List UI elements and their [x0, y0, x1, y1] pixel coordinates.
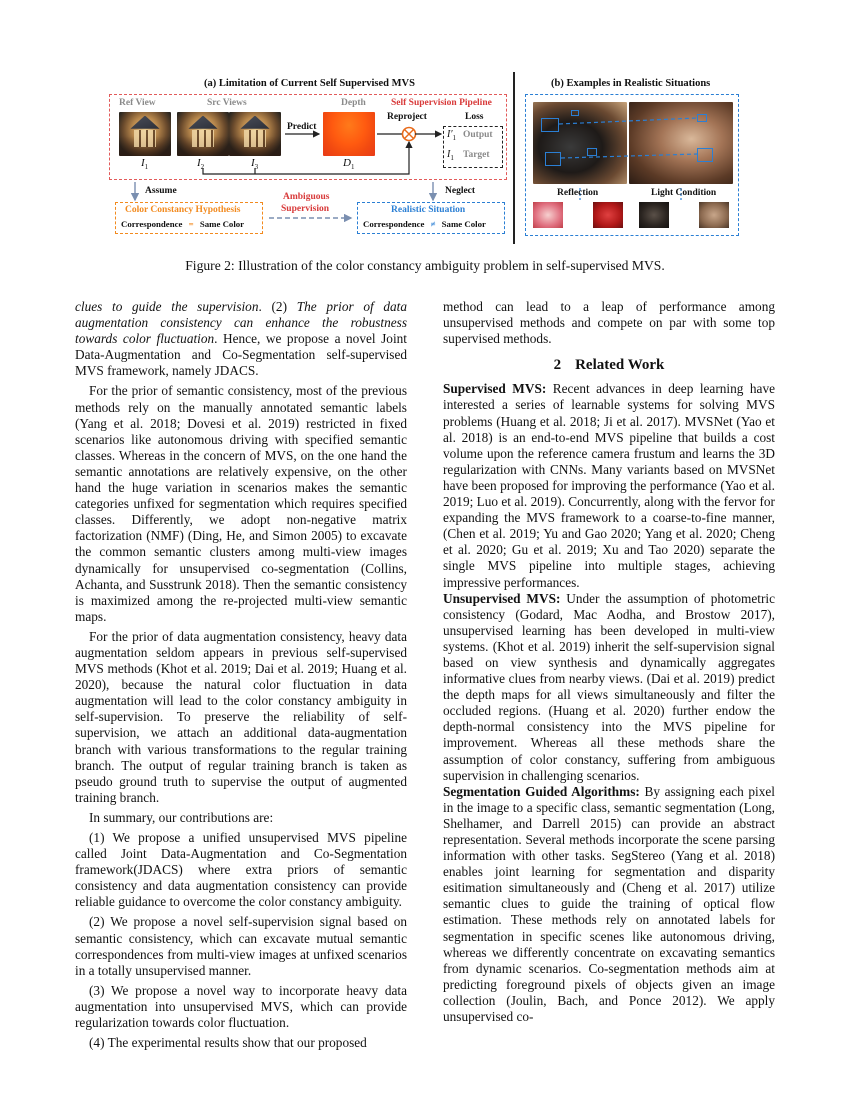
reflection-patch-2 — [593, 202, 623, 228]
light-patch-1 — [639, 202, 669, 228]
target-label: Target — [463, 150, 490, 160]
i1-prime-label: $I'_1$ — [447, 129, 457, 142]
left-paragraph-4: In summary, our contributions are: — [89, 809, 274, 825]
rs-correspondence-label: Correspondence ≠ Same Color — [363, 219, 486, 229]
i1-target-label: $I_1$ — [447, 149, 454, 162]
panel-a-title: (a) Limitation of Current Self Supervised MVS — [204, 78, 415, 89]
figure-caption: Figure 2: Illustration of the color constancy ambiguity problem in self-supervised MVS. — [185, 258, 665, 273]
reproject-label: Reproject — [387, 112, 427, 122]
reflection-patch-1 — [533, 202, 563, 228]
left-paragraph-1: clues to guide the supervision. (2) The prior of data augmentation consistency can enhance the robustness towards color fluctuation. Hence, we propose a novel Joint Data-Augmentation and Co-Segmentation self-supervised MVS framework, namely JDACS. — [75, 299, 407, 379]
assume-label: Assume — [145, 186, 177, 196]
contribution-2: (2) We propose a novel self-supervision signal based on semantic consistency, which can excavate mutual semantic correspondences from multi-view images at unfixed scenarios in a totally unsupervised manner. — [75, 914, 407, 978]
i2-label: $I_2$ — [197, 157, 205, 172]
realistic-situation-label: Realistic Situation — [391, 205, 466, 215]
supervision-label: Supervision — [281, 204, 330, 214]
light-condition-label: Light Condition — [651, 188, 717, 198]
figure-2 — [105, 72, 745, 244]
right-paragraph-0: method can lead to a leap of performance among unsupervised methods and compete on par with some top supervised methods. — [443, 299, 775, 347]
src-views-label: Src Views — [207, 98, 247, 108]
section-heading: 2 Related Work — [553, 357, 665, 374]
pipeline-label: Self Supervision Pipeline — [391, 98, 492, 108]
ambiguous-label: Ambiguous — [283, 192, 330, 202]
left-column — [75, 299, 407, 1051]
loss-label: Loss — [465, 112, 484, 122]
segmentation-paragraph: Segmentation Guided Algorithms: By assigning each pixel in the image to a specific class, semantic segmentation (Long, Shelhamer, and Darrell 2015) can provide an abstract representation. Several methods incorporate the scene parsing information with other tasks. SegStereo (Yang et al. 2018) enables joint learning for segmentation and disparity esitimation simultaneously and (Cheng et al. 2017) utilize semantic clues to guide the training of optical flow estimation. These methods rely on annotated labels for segmentation in specific scenes like autonomous driving, whereas we differently concentrate on excavating semantics from dynamic scenarios. Co-segmentation methods aim at predicting foreground pixels of objects given an image collection (Joulin, Bach, and Ponce 2012). We apply unsupervised co- — [443, 783, 775, 1025]
left-paragraph-2: For the prior of semantic consistency, most of the previous methods rely on the manually annotated semantic labels (Yang et al. 2018; Dovesi et al. 2019) restricted in fixed scenarios like autonomous driving with specified semantic classes. Whereas in the concern of MVS, on the one hand the semantic annotations are relatively expensive, on the other hand the huge variation in scenarios makes the semantic categories unfixed for segmentation which requires specified classes. Differently, we adopt non-negative matrix factorization (NMF) (Ding, He, and Simon 2005) to excavate the common semantic clusters among multi-view images dynamically for unsupervised co-segmentation (Collins, Achanta, and Susstrunk 2018). Then the semantic consistency is maximized among the re-projected multi-view semantic maps. — [75, 383, 407, 624]
depth-label: Depth — [341, 98, 366, 108]
contribution-3: (3) We propose a novel way to incorporate heavy data augmentation into unsupervised MVS, which can provide regularization towards color fluctuation. — [75, 982, 407, 1031]
color-constancy-label: Color Constancy Hypothesis — [125, 205, 241, 215]
left-paragraph-3: For the prior of data augmentation consistency, heavy data augmentation seldom appears in previous self-supervised MVS methods (Khot et al. 2019; Dai et al. 2019; Huang et al. 2020), because the natural color fluctuation in data augmentation will lead to the color constancy ambiguity in self-supervision. To preserve the reliability of self-supervision, we attach an additional data-augmentation branch with various transformations to the regular training branch. The output of regular training branch is taken as pseudo ground truth to supervise the output of augmented training branch. — [75, 628, 407, 805]
predict-label: Predict — [287, 122, 317, 132]
unsupervised-mvs-paragraph: Unsupervised MVS: Under the assumption of photometric consistency (Godard, Mac Aodha, and Brostow 2017), unsupervised learning has been developed in multi-view systems. (Khot et al. 2019) inherit the self-supervision signal based on view synthesis and dynamically aggregates informative clues from nearby views. (Dai et al. 2019) predict the depth maps for all views simultaneously and filter the occluded regions. (Huang et al. 2020) further endow the depth-normal consistency into the MVS pipeline for improvement. Whereas all these methods share the assumption of color constancy, suffering from ambiguous supervision in challenging scenarios. — [443, 590, 775, 783]
i1-label: $I_1$ — [141, 157, 149, 172]
panel-b-title: (b) Examples in Realistic Situations — [551, 78, 711, 89]
output-label: Output — [463, 130, 493, 140]
neglect-label: Neglect — [445, 186, 476, 196]
reflection-label: Reflection — [557, 188, 599, 198]
light-patch-2 — [699, 202, 729, 228]
right-column — [443, 299, 775, 1025]
i3-label: $I_3$ — [251, 157, 259, 172]
d1-label: $D_1$ — [343, 157, 355, 172]
cc-correspondence-label: Correspondence = Same Color — [121, 219, 245, 229]
contribution-1: (1) We propose a unified unsupervised MVS pipeline called Joint Data-Augmentation and Co-Segmentation framework(JDACS) where extra priors of semantic consistency and data augmentation consistency can provide reliable guidance to overcome the color constancy ambiguity. — [75, 830, 407, 910]
supervised-mvs-paragraph: Supervised MVS: Recent advances in deep learning have interested a series of learnable systems for solving MVS problems (Huang et al. 2018; Ji et al. 2017). MVSNet (Yao et al. 2018) is an end-to-end MVS pipeline that builds a cost volume upon the reference camera frustum and learns the 3D regularization with CNNs. Many variants based on MVSNet have been proposed for improving the performance (Yao et al. 2019; Luo et al. 2019). Concurrently, along with the fervor for expanding the MVS framework to a coarse-to-fine manner, (Chen et al. 2019; Yu and Gao 2020; Yang et al. 2020; Cheng et al. 2020; Gu et al. 2019; Xu and Tao 2020) separate the single MVS pipeline into multiple stages, achieving impressive performances. — [443, 381, 775, 590]
contribution-4: (4) The experimental results show that our proposed — [89, 1035, 367, 1051]
ref-view-label: Ref View — [119, 98, 156, 108]
